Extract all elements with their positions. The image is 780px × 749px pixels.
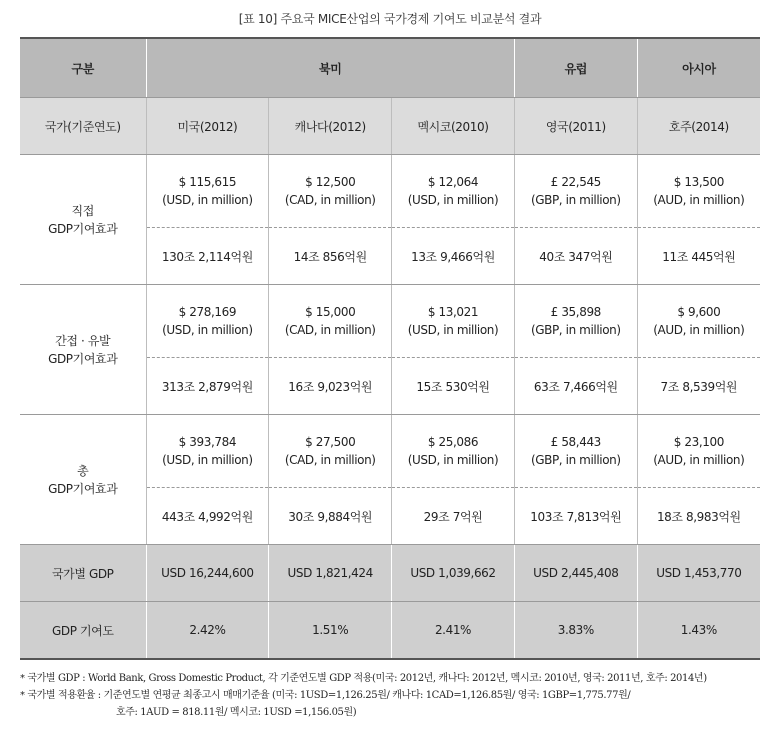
- amount-value: $ 15,000: [305, 305, 356, 319]
- section-label-line2: GDP기여효과: [48, 351, 118, 366]
- header-asia: 아시아: [637, 38, 760, 98]
- krw-cell: 30조 9,884억원: [269, 488, 392, 545]
- amount-unit: (AUD, in million): [653, 193, 745, 207]
- amount-unit: (CAD, in million): [284, 193, 376, 207]
- amount-cell: [392, 415, 515, 488]
- section-label-line1: 직접: [71, 203, 94, 218]
- section-label-line1: 총: [77, 463, 89, 478]
- gdp-cell: USD 1,039,662: [392, 545, 515, 602]
- amount-cell: [269, 415, 392, 488]
- amount-unit: (USD, in million): [162, 453, 253, 467]
- amount-cell: [637, 285, 760, 358]
- national-gdp-row: [20, 545, 760, 602]
- footnote-text: 국가별 GDP : World Bank, Gross Domestic Product, 각 기준연도별 GDP 적용(미국: 2012년, 캐나다: 2012년, 멕시코: 2010년, 영국: 2011년, 호주: 2014년): [27, 673, 707, 684]
- amount-value: $ 13,021: [427, 305, 479, 319]
- amount-value: $ 12,064: [427, 175, 479, 189]
- country-usa: 미국(2012): [146, 98, 269, 155]
- amount-unit: (GBP, in million): [530, 323, 621, 337]
- contribution-cell: 1.51%: [269, 602, 392, 660]
- krw-cell: 103조 7,813억원: [514, 488, 637, 545]
- contribution-cell: 2.42%: [146, 602, 269, 660]
- amount-cell: [637, 155, 760, 228]
- indirect-amount-row: [20, 285, 760, 358]
- section-label-line1: 간접 · 유발: [55, 333, 111, 348]
- section-label-line2: GDP기여효과: [48, 481, 118, 496]
- gdp-row-label: 국가별 GDP: [20, 545, 146, 602]
- footnote-marker: *: [20, 690, 25, 701]
- direct-label: [20, 155, 146, 285]
- amount-cell: [392, 285, 515, 358]
- amount-unit: (AUD, in million): [653, 453, 745, 467]
- krw-cell: 14조 856억원: [269, 228, 392, 285]
- amount-unit: (USD, in million): [407, 193, 499, 207]
- country-uk: 영국(2011): [514, 98, 637, 155]
- amount-unit: (GBP, in million): [530, 453, 621, 467]
- amount-cell: [146, 415, 269, 488]
- amount-value: $ 393,784: [178, 435, 237, 449]
- footnote-exchange-rate: [20, 687, 776, 704]
- country-row-label: 국가(기준연도): [20, 98, 146, 155]
- amount-cell: [269, 155, 392, 228]
- table-caption: [표 10] 주요국 MICE산업의 국가경제 기여도 비교분석 결과: [238, 12, 542, 26]
- footnote-exchange-rate-cont: [20, 704, 776, 721]
- amount-value: £ 22,545: [550, 175, 601, 189]
- country-row: [20, 98, 760, 155]
- amount-value: $ 115,615: [178, 175, 237, 189]
- amount-unit: (GBP, in million): [530, 193, 621, 207]
- footnote-text: 국가별 적용환율 : 기준연도별 연평균 최종고시 매매기준율 (미국: 1USD=1,126.25원/ 캐나다: 1CAD=1,126.85원/ 영국: 1GBP=1,775.77원/: [27, 690, 631, 701]
- krw-cell: 18조 8,983억원: [637, 488, 760, 545]
- amount-value: $ 27,500: [305, 435, 356, 449]
- amount-unit: (CAD, in million): [284, 453, 376, 467]
- amount-value: $ 9,600: [677, 305, 721, 319]
- krw-cell: 313조 2,879억원: [146, 358, 269, 415]
- header-category: 구분: [20, 38, 146, 98]
- krw-cell: 15조 530억원: [392, 358, 515, 415]
- gdp-cell: USD 2,445,408: [514, 545, 637, 602]
- direct-amount-row: [20, 155, 760, 228]
- gdp-cell: USD 16,244,600: [146, 545, 269, 602]
- amount-cell: [392, 155, 515, 228]
- amount-cell: [269, 285, 392, 358]
- amount-value: $ 25,086: [427, 435, 479, 449]
- total-amount-row: [20, 415, 760, 488]
- contribution-cell: 2.41%: [392, 602, 515, 660]
- amount-value: $ 23,100: [673, 435, 724, 449]
- amount-cell: [514, 155, 637, 228]
- krw-cell: 130조 2,114억원: [146, 228, 269, 285]
- country-canada: 캐나다(2012): [269, 98, 392, 155]
- amount-unit: (USD, in million): [407, 323, 499, 337]
- contribution-cell: 1.43%: [637, 602, 760, 660]
- country-mexico: 멕시코(2010): [392, 98, 515, 155]
- header-europe: 유럽: [514, 38, 637, 98]
- contribution-cell: 3.83%: [514, 602, 637, 660]
- amount-unit: (CAD, in million): [284, 323, 376, 337]
- krw-cell: 16조 9,023억원: [269, 358, 392, 415]
- gdp-cell: USD 1,453,770: [637, 545, 760, 602]
- amount-cell: [146, 285, 269, 358]
- header-north-america: 북미: [146, 38, 514, 98]
- krw-cell: 29조 7억원: [392, 488, 515, 545]
- amount-cell: [514, 285, 637, 358]
- amount-unit: (AUD, in million): [653, 323, 745, 337]
- amount-unit: (USD, in million): [162, 323, 253, 337]
- amount-value: $ 13,500: [673, 175, 724, 189]
- gdp-contribution-row: [20, 602, 760, 660]
- footnote-text: 호주: 1AUD = 818.11원/ 멕시코: 1USD =1,156.05원): [116, 707, 357, 718]
- krw-cell: 63조 7,466억원: [514, 358, 637, 415]
- total-label: [20, 415, 146, 545]
- amount-value: $ 278,169: [178, 305, 237, 319]
- gdp-cell: USD 1,821,424: [269, 545, 392, 602]
- comparison-table: [20, 37, 760, 660]
- contribution-row-label: GDP 기여도: [20, 602, 146, 660]
- amount-unit: (USD, in million): [407, 453, 499, 467]
- krw-cell: 13조 9,466억원: [392, 228, 515, 285]
- amount-unit: (USD, in million): [162, 193, 253, 207]
- section-label-line2: GDP기여효과: [48, 221, 118, 236]
- indirect-label: [20, 285, 146, 415]
- amount-cell: [146, 155, 269, 228]
- footnote-gdp-source: [20, 670, 776, 687]
- amount-value: £ 58,443: [550, 435, 601, 449]
- footnote-marker: *: [20, 673, 25, 684]
- amount-cell: [637, 415, 760, 488]
- krw-cell: 11조 445억원: [637, 228, 760, 285]
- country-australia: 호주(2014): [637, 98, 760, 155]
- amount-value: £ 35,898: [550, 305, 601, 319]
- krw-cell: 40조 347억원: [514, 228, 637, 285]
- krw-cell: 443조 4,992억원: [146, 488, 269, 545]
- header-row: [20, 38, 760, 98]
- footnotes: [20, 670, 776, 721]
- amount-value: $ 12,500: [305, 175, 356, 189]
- krw-cell: 7조 8,539억원: [637, 358, 760, 415]
- amount-cell: [514, 415, 637, 488]
